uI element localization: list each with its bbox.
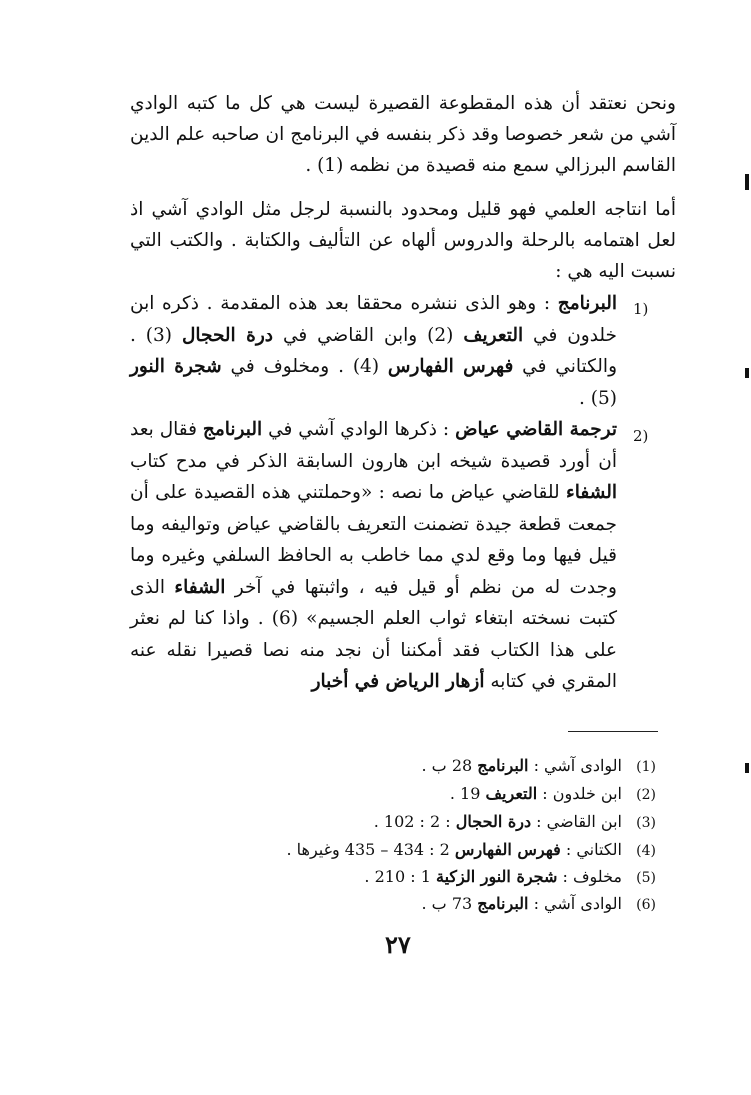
item-ref-bold: درة الحجال xyxy=(181,324,274,346)
item-text: (2) وابن القاضي في xyxy=(273,324,464,346)
item-ref-bold: أزهار الرياض في أخبار xyxy=(311,671,485,692)
footnote-text: مخلوف : xyxy=(557,867,622,886)
footnote-number: (1) xyxy=(636,759,656,775)
list-item-1 xyxy=(130,288,617,414)
footnote-text: 2 : 434 – 435 وغيرها . xyxy=(286,840,455,859)
item-title: ترجمة القاضي عياض xyxy=(455,419,617,440)
item-text: فقال بعد أن أورد قصيدة شيخه ابن هارون السابقة الذكر في مدح كتاب xyxy=(130,419,617,472)
item-ref-bold: التعريف xyxy=(463,324,524,346)
item-ref-bold: الشفاء xyxy=(566,482,617,503)
footnote-title: التعريف xyxy=(485,784,538,803)
footnote-text: ابن خلدون : xyxy=(537,784,622,803)
footnote-text: الوادى آشي : xyxy=(528,756,622,775)
footnote-number: (3) xyxy=(636,815,656,831)
footnote-text: 1 : 210 . xyxy=(364,867,436,886)
footnote-5 xyxy=(364,864,656,890)
paragraph-2: أما انتاجه العلمي فهو قليل ومحدود بالنسبة لرجل مثل الوادي آشي اذ لعل اهتمامه بالرحلة والدروس ألهاه عن التأليف والكتابة . والكتب التي نسبت اليه هي : xyxy=(130,199,676,282)
footnote-number: (6) xyxy=(636,897,656,913)
footnote-text: 73 ب . xyxy=(421,894,478,913)
footnote-text: الكتاني : xyxy=(560,840,622,859)
footnote-text: الوادى آشي : xyxy=(528,894,622,913)
footnote-number: (4) xyxy=(636,843,656,859)
footnote-2 xyxy=(450,781,656,807)
footnote-6 xyxy=(422,891,657,917)
item-title: البرنامج xyxy=(557,293,617,314)
scan-edge-mark xyxy=(745,174,749,190)
item-text: : ذكرها الوادي آشي في xyxy=(262,419,456,440)
item-text: (5) . xyxy=(579,387,617,409)
footnote-number: (2) xyxy=(636,787,656,803)
item-text: (3) . والكتاني في xyxy=(130,324,617,377)
scan-edge-mark xyxy=(745,763,749,773)
item-ref-bold: الشفاء xyxy=(174,576,226,598)
footnote-title: درة الحجال xyxy=(455,812,532,831)
item-number-1: 1) xyxy=(633,300,649,318)
footnote-divider xyxy=(568,731,658,732)
footnote-3 xyxy=(374,809,656,835)
footnote-title: البرنامج xyxy=(477,756,529,775)
item-number-2: 2) xyxy=(633,427,649,445)
footnote-title: البرنامج xyxy=(477,894,529,913)
item-text: الذى كتبت نسخته ابتغاء ثواب العلم الجسيم» (6) . واذا كنا لم نعثر على هذا الكتاب فقد أمكننا أن نجد منه نصا قصيرا نقله عنه المقري في كتابه xyxy=(130,576,617,692)
footnote-title: فهرس الفهارس xyxy=(454,840,561,859)
list-item-2 xyxy=(130,414,617,698)
footnote-text: 19 . xyxy=(449,784,486,803)
item-ref-bold: البرنامج xyxy=(202,419,263,440)
footnote-text: : 2 : 102 . xyxy=(373,812,456,831)
footnote-text: 28 ب . xyxy=(421,756,478,775)
footnote-text: ابن القاضي : xyxy=(531,812,622,831)
scan-edge-mark xyxy=(745,368,749,378)
footnote-4 xyxy=(286,837,656,863)
item-ref-bold: فهرس الفهارس xyxy=(387,356,514,377)
item-text: : وهو الذى ننشره محققا بعد هذه المقدمة . ذكره ابن خلدون في xyxy=(130,293,617,346)
page-number: ٢٧ xyxy=(385,930,411,959)
footnote-1 xyxy=(422,753,657,779)
footnote-title: شجرة النور الزكية xyxy=(435,867,558,886)
footnote-number: (5) xyxy=(636,870,656,886)
item-text: للقاضي عياض ما نصه : «وحملتني هذه القصيدة على أن جمعت قطعة جيدة تضمنت التعريف بالقاضي عياض وتواليفه وما قيل فيها وما وقع لدي مما خاطب به الحافظ السلفي وغيره وما وجدت له من نظم أو قيل فيه ، واثبتها في آخر xyxy=(130,482,617,598)
item-ref-bold: شجرة النور xyxy=(130,356,222,377)
item-text: (4) . ومخلوف في xyxy=(221,356,388,377)
paragraph-1: ونحن نعتقد أن هذه المقطوعة القصيرة ليست هي كل ما كتبه الوادي آشي من شعر خصوصا وقد ذكر بنفسه في البرنامج ان صاحبه علم الدين القاسم البرزالي سمع منه قصيدة من نظمه (1) . xyxy=(130,93,676,176)
